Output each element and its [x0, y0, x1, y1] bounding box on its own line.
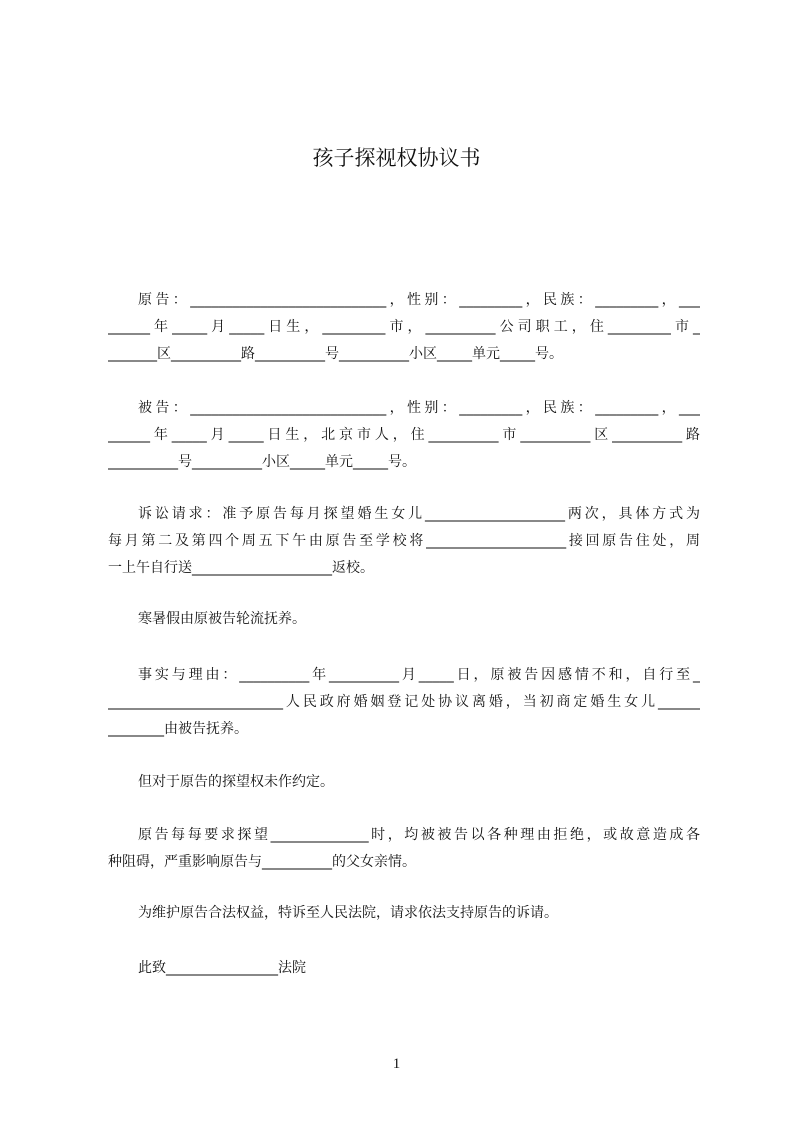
- refusal-line: 原告每每要求探望______________时，均被被告以各种理由拒绝，或故意造成各: [138, 827, 700, 843]
- facts-line: ________由被告抚养。: [108, 721, 248, 737]
- petition-paragraph: [108, 900, 700, 927]
- facts-paragraph: [108, 662, 700, 743]
- defendant-line: ______年_____月_____日生，北京市人，住__________市__________区__________路: [108, 427, 700, 443]
- petition-line: 为维护原告合法权益，特诉至人民法院，请求依法支持原告的诉请。: [138, 905, 558, 921]
- closing-paragraph: [108, 955, 700, 982]
- page-number: 1: [392, 1056, 401, 1072]
- refusal-paragraph: [108, 822, 700, 876]
- claim-line: 一上午自行送____________________返校。: [108, 560, 374, 576]
- plaintiff-line: _______区__________路__________号__________小区_____单元_____号。: [108, 346, 563, 362]
- defendant-paragraph: [108, 395, 700, 476]
- claim-paragraph: [108, 501, 700, 582]
- no-agreement-line: 但对于原告的探望权未作约定。: [138, 774, 334, 790]
- holiday-line: 寒暑假由原被告轮流抚养。: [138, 611, 306, 627]
- claim-line: 诉讼请求：准予原告每月探望婚生女儿____________________两次，具体方式为: [138, 506, 700, 522]
- no-agreement-paragraph: [108, 769, 700, 796]
- plaintiff-line: 原告：____________________________，性别：_________，民族：_________，___: [138, 292, 700, 308]
- defendant-line: __________号__________小区_____单元_____号。: [108, 454, 416, 470]
- holiday-paragraph: [108, 606, 700, 633]
- claim-line: 每月第二及第四个周五下午由原告至学校将____________________接回原告住处，周: [108, 533, 700, 549]
- plaintiff-paragraph: [108, 287, 700, 368]
- defendant-line: 被告：____________________________，性别：_________，民族：_________，___: [138, 400, 700, 416]
- plaintiff-line: ______年_____月_____日生，_________市，__________公司职工，住_________市_: [108, 319, 700, 335]
- refusal-line: 种阻碍，严重影响原告与__________的父女亲情。: [108, 854, 416, 870]
- closing-line: 此致________________法院: [138, 960, 306, 976]
- facts-line: _________________________人民政府婚姻登记处协议离婚，当初商定婚生女儿______: [108, 694, 700, 710]
- facts-line: 事实与理由：__________年__________月_____日，原被告因感情不和，自行至_: [138, 667, 700, 683]
- document-title: 孩子探视权协议书: [312, 146, 481, 170]
